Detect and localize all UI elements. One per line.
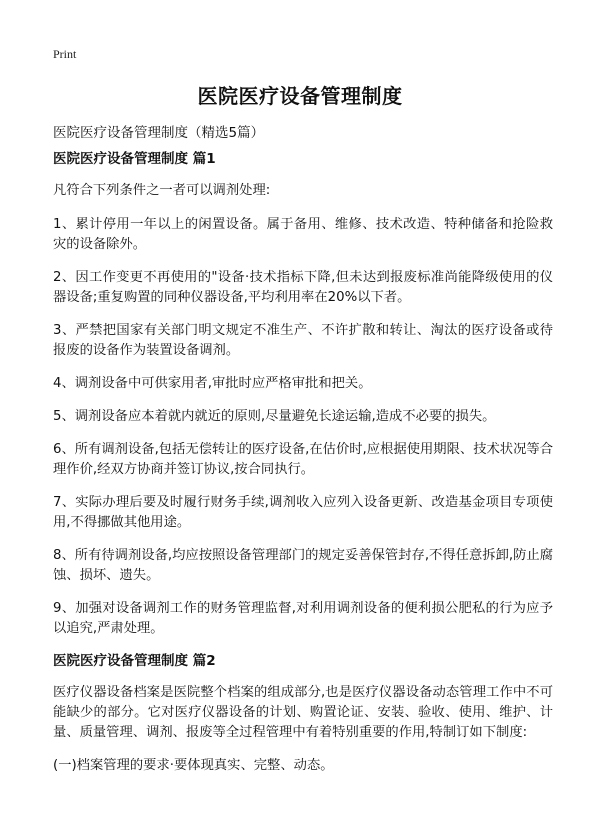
paragraph: 医疗仪器设备档案是医院整个档案的组成部分,也是医疗仪器设备动态管理工作中不可能缺少的部分。它对医疗仪器设备的计划、购置论证、安装、验收、使用、维护、计量、质量管理、调剂、报废等全过程管理中有着特别重要的作用,特制订如下制度: bbox=[53, 685, 553, 740]
paragraph: 6、所有调剂设备,包括无偿转让的医疗设备,在估价时,应根据使用期限、技术状况等合理作价,经双方协商并签订协议,按合同执行。 bbox=[53, 442, 553, 477]
paragraph: 凡符合下列条件之一者可以调剂处理: bbox=[53, 183, 271, 198]
paragraph: 8、所有待调剂设备,均应按照设备管理部门的规定妥善保管封存,不得任意拆卸,防止腐蚀、损坏、遗失。 bbox=[53, 548, 553, 583]
paragraph: (一)档案管理的要求·要体现真实、完整、动态。 bbox=[53, 758, 334, 773]
document-body bbox=[53, 150, 553, 789]
paragraph: 7、实际办理后要及时履行财务手续,调剂收入应列入设备更新、改造基金项目专项使用,不得挪做其他用途。 bbox=[53, 495, 553, 530]
paragraph: 4、调剂设备中可供家用者,审批时应严格审批和把关。 bbox=[53, 376, 372, 391]
section-1 bbox=[53, 150, 553, 639]
section-2 bbox=[53, 652, 553, 776]
paragraph: 1、累计停用一年以上的闲置设备。属于备用、维修、技术改造、特种储备和抢险救灾的设备除外。 bbox=[53, 217, 553, 252]
page-title: 医院医疗设备管理制度 bbox=[197, 84, 403, 108]
document-subtitle: 医院医疗设备管理制度（精选5篇） bbox=[53, 125, 265, 141]
paragraph: 2、因工作变更不再使用的"设备·技术指标下降,但未达到报废标准尚能降级使用的仪器设备;重复购置的同种仪器设备,平均利用率在20%以下者。 bbox=[53, 270, 553, 305]
paragraph: 5、调剂设备应本着就内就近的原则,尽量避免长途运输,造成不必要的损失。 bbox=[53, 409, 496, 424]
section-heading: 医院医疗设备管理制度 篇2 bbox=[53, 653, 216, 669]
print-link[interactable]: Print bbox=[53, 47, 77, 61]
paragraph: 9、加强对设备调剂工作的财务管理监督,对利用调剂设备的便利损公肥私的行为应予以追究,严肃处理。 bbox=[53, 601, 553, 636]
paragraph: 3、严禁把国家有关部门明文规定不准生产、不许扩散和转让、淘汰的医疗设备或待报废的设备作为装置设备调剂。 bbox=[53, 323, 553, 358]
section-heading: 医院医疗设备管理制度 篇1 bbox=[53, 151, 216, 167]
